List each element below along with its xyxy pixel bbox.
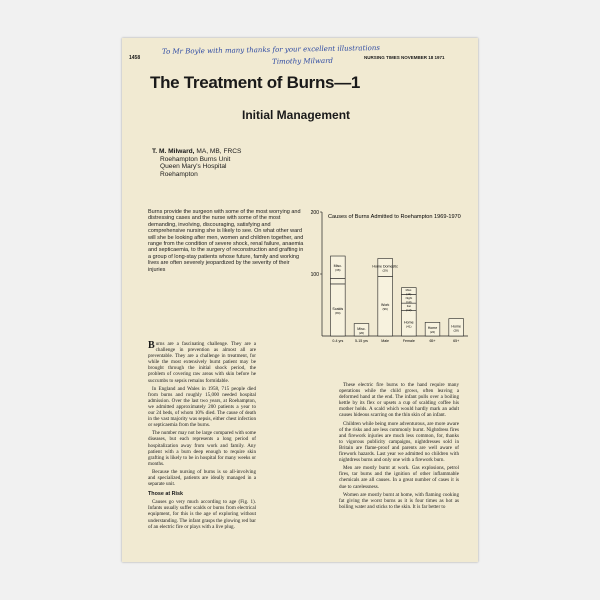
paragraph: The number may not be large compared with some diseases, but each represents a long period of hospitalization away from work and family. Any patient with a burn deep enough to require skin grafting is likely to be in hospital for many weeks or months.: [148, 430, 256, 467]
paragraph: Men are mostly burnt at work. Gas explosions, petrol fires, tar burns and the ignition of other inflammable chemicals are all causes. In a great number of cases it is due to carelessness.: [339, 465, 459, 490]
x-category-label: 0-4 yrs: [332, 339, 344, 343]
bar-segment-count: (96): [382, 307, 388, 312]
chart-title: Causes of Burns Admitted to Roehampton 1969-1970: [328, 214, 461, 220]
x-category-label: Female: [402, 339, 415, 343]
paragraph: These electric fire burns to the hand require many operations while the child grows, often leaving a deformed hand at the end. The infant pulls over a boiling kettle by its flex or upsets a cup of scalding coffee his mother holds. A scald which would hardly mark an adult causes hideous scarring on the thin skin of an infant.: [339, 382, 459, 419]
burns-bar-chart: [308, 204, 472, 354]
y-tick-label: 200: [310, 210, 319, 216]
bar-segment-count: (14): [406, 299, 412, 304]
abstract: Burns provide the surgeon with some of the most worrying and distressing cases and the nurse with some of the most demanding, involving, discouraging, satisfying and comprehensive nursing she is likely to see. On what other ward will she be looking after men, women and children together, and range from the condition of severe shock, renal failure, anaemia and septicaemia, to the surgery of reconstruction and grafting in a group of long-stay patients whose future, family and working lives are often severely jeopardized by the severity of their injuries: [148, 209, 304, 273]
author-name: T. M. Milward,: [152, 148, 195, 155]
bar-segment: [330, 278, 345, 284]
x-category-label: 65+: [453, 339, 460, 343]
bar-segment-label: Work: [381, 303, 390, 308]
paragraph: Children while being more adventurous, are more aware of the risks and are less commonly burnt. Nightdress fires and firework injuries are much less common, for, thanks to vigorous publicity campaigns, nightdresses sold in Britain are flame-proof and parents are well aware of firework hazards. Last year we admitted no children with nightdress burns and only one with a firework burn.: [339, 420, 459, 464]
y-tick-label: 100: [310, 272, 319, 278]
bar-segment-label: Home Domestic: [372, 264, 398, 269]
bar-segment-count: (28): [453, 328, 459, 333]
bar-segment-label: Home: [451, 324, 461, 329]
bar-segment-label: Scalds: [332, 306, 344, 311]
bar-segment-count: (11): [406, 292, 412, 297]
bar-segment-count: (41): [406, 324, 412, 329]
paragraph: Women are mostly burnt at home, with flaming cooking fat giving the worst burns as it is four times as hot as boiling water and sticks to the skin. It is far better to: [339, 491, 459, 510]
text-column-right: [339, 382, 459, 512]
bar-segment-label: Misc.: [333, 264, 343, 269]
affiliation-line: Queen Mary's Hospital: [160, 163, 227, 171]
bar-segment-count: (20): [358, 330, 365, 335]
paragraph: In England and Wales in 1958, 715 people died from burns and roughly 15,000 needed hospital admission. Over the last two years, at Roehampton, we admitted approximately 200 patients a year to our 24 beds, of whom 10% died. The cause of death in the vast majority was sepsis, either chest infection or septicaemia from the burns.: [148, 385, 256, 429]
article-subtitle: Initial Management: [242, 108, 351, 122]
x-category-label: 5-15 yrs: [355, 339, 368, 343]
x-category-label: Male: [381, 339, 390, 343]
affiliation-line: Roehampton: [160, 170, 198, 178]
bar-segment-label: Misc.: [405, 288, 413, 293]
bar-segment-count: (22): [429, 330, 436, 335]
bar-segment-label: Home: [404, 320, 414, 325]
x-category-label: 65+: [429, 339, 436, 343]
author-block: [152, 148, 241, 178]
paragraph: Causes go very much according to age (Fig. 1). Infants usually suffer scalds or burns from electrical equipment, for this is the age of exploring without understanding. The infant grasps the glowing red bar of an electric fire or plays with a live plug.: [148, 499, 256, 530]
article-title: The Treatment of Burns—1: [150, 73, 361, 92]
paragraph: urns are a fascinating challenge. They are a challenge in prevention as almost all are preventable. They are a challenge in treatment, for while the most extensively burnt patient may be brought through the initial shock period, the problem of covering raw areas with skin before he succumbs to sepsis remains formidable.: [148, 341, 256, 384]
text-column-left: [148, 341, 256, 532]
paragraph: Because the nursing of burns is so all-involving and specialized, patients are ideally managed in a separate unit.: [148, 468, 256, 488]
affiliation-line: Roehampton Burns Unit: [160, 155, 231, 163]
bar-segment-count: (36): [335, 268, 341, 273]
bar-segment-count: (84): [335, 310, 341, 315]
bar-segment-label: Misc.: [357, 326, 366, 331]
page-number: 1458: [129, 55, 141, 61]
bar-segment-label: Night: [405, 295, 413, 300]
bar-segment-count: (29): [382, 268, 388, 273]
document-page: [122, 38, 478, 562]
bar-segment-label: Fat: [406, 303, 411, 308]
bar-segment-count: (12): [406, 307, 412, 312]
section-heading: Those at Risk: [148, 491, 184, 498]
inscription-line: To Mr Boyle with many thanks for your excellent illustrations: [161, 43, 380, 56]
journal-header: NURSING TIMES NOVEMBER 18 1971: [364, 55, 445, 60]
bar-segment-label: Home: [427, 326, 438, 331]
signature: Timothy Milward: [272, 56, 334, 66]
drop-cap: B: [148, 340, 155, 351]
author-degrees: MA, MB, FRCS: [196, 148, 242, 155]
